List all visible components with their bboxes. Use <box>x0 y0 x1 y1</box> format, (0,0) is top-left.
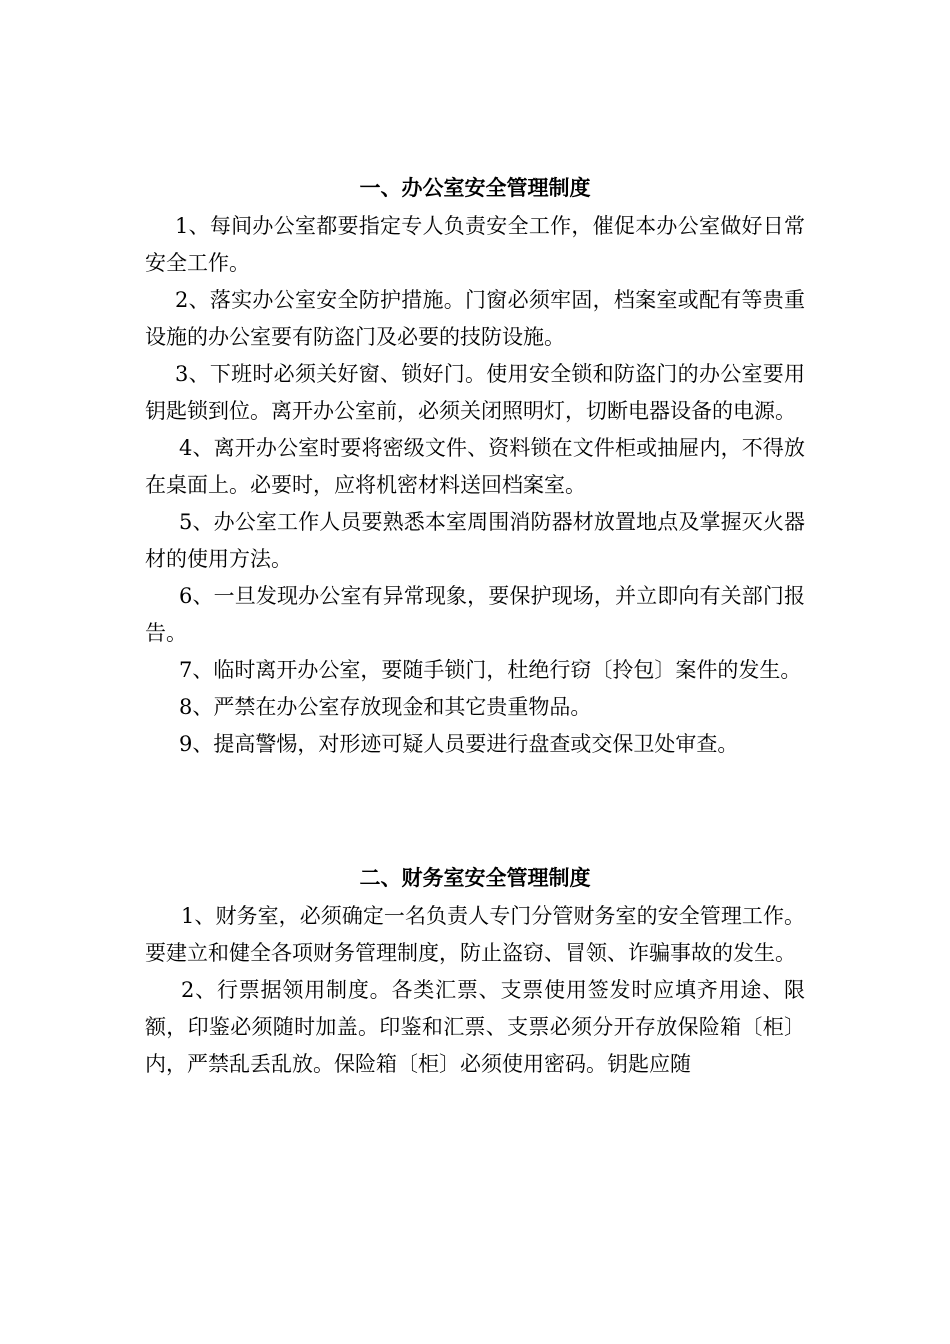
paragraph: 6、一旦发现办公室有异常现象，要保护现场，并立即向有关部门报告。 <box>145 584 805 645</box>
paragraph: 2、行票据领用制度。各类汇票、支票使用签发时应填齐用途、限额，印鉴必须随时加盖。印鉴和汇票、支票必须分开存放保险箱〔柜〕内，严禁乱丢乱放。保险箱〔柜〕必须使用密码。钥匙应随 <box>145 978 805 1076</box>
section-spacer <box>145 763 805 858</box>
paragraph: 2、落实办公室安全防护措施。门窗必须牢固，档案室或配有等贵重设施的办公室要有防盗门及必要的技防设施。 <box>145 288 805 349</box>
paragraph: 7、临时离开办公室，要随手锁门，杜绝行窃〔拎包〕案件的发生。 <box>179 658 802 682</box>
paragraph: 1、每间办公室都要指定专人负责安全工作，催促本办公室做好日常安全工作。 <box>145 214 805 275</box>
section-title-finance-safety: 二、财务室安全管理制度 <box>359 865 591 890</box>
paragraph: 8、严禁在办公室存放现金和其它贵重物品。 <box>179 695 592 719</box>
paragraph: 5、办公室工作人员要熟悉本室周围消防器材放置地点及掌握灭火器材的使用方法。 <box>145 510 805 571</box>
paragraph: 3、下班时必须关好窗、锁好门。使用安全锁和防盗门的办公室要用钥匙锁到位。离开办公室前，必须关闭照明灯，切断电器设备的电源。 <box>145 362 805 423</box>
section-title-office-safety: 一、办公室安全管理制度 <box>359 175 591 200</box>
paragraph: 9、提高警惕，对形迹可疑人员要进行盘查或交保卫处审查。 <box>179 732 739 756</box>
document-page <box>145 168 805 1083</box>
paragraph: 4、离开办公室时要将密级文件、资料锁在文件柜或抽屉内，不得放在桌面上。必要时，应将机密材料送回档案室。 <box>145 436 805 497</box>
paragraph: 1、财务室，必须确定一名负责人专门分管财务室的安全管理工作。要建立和健全各项财务管理制度，防止盗窃、冒领、诈骗事故的发生。 <box>145 904 805 965</box>
